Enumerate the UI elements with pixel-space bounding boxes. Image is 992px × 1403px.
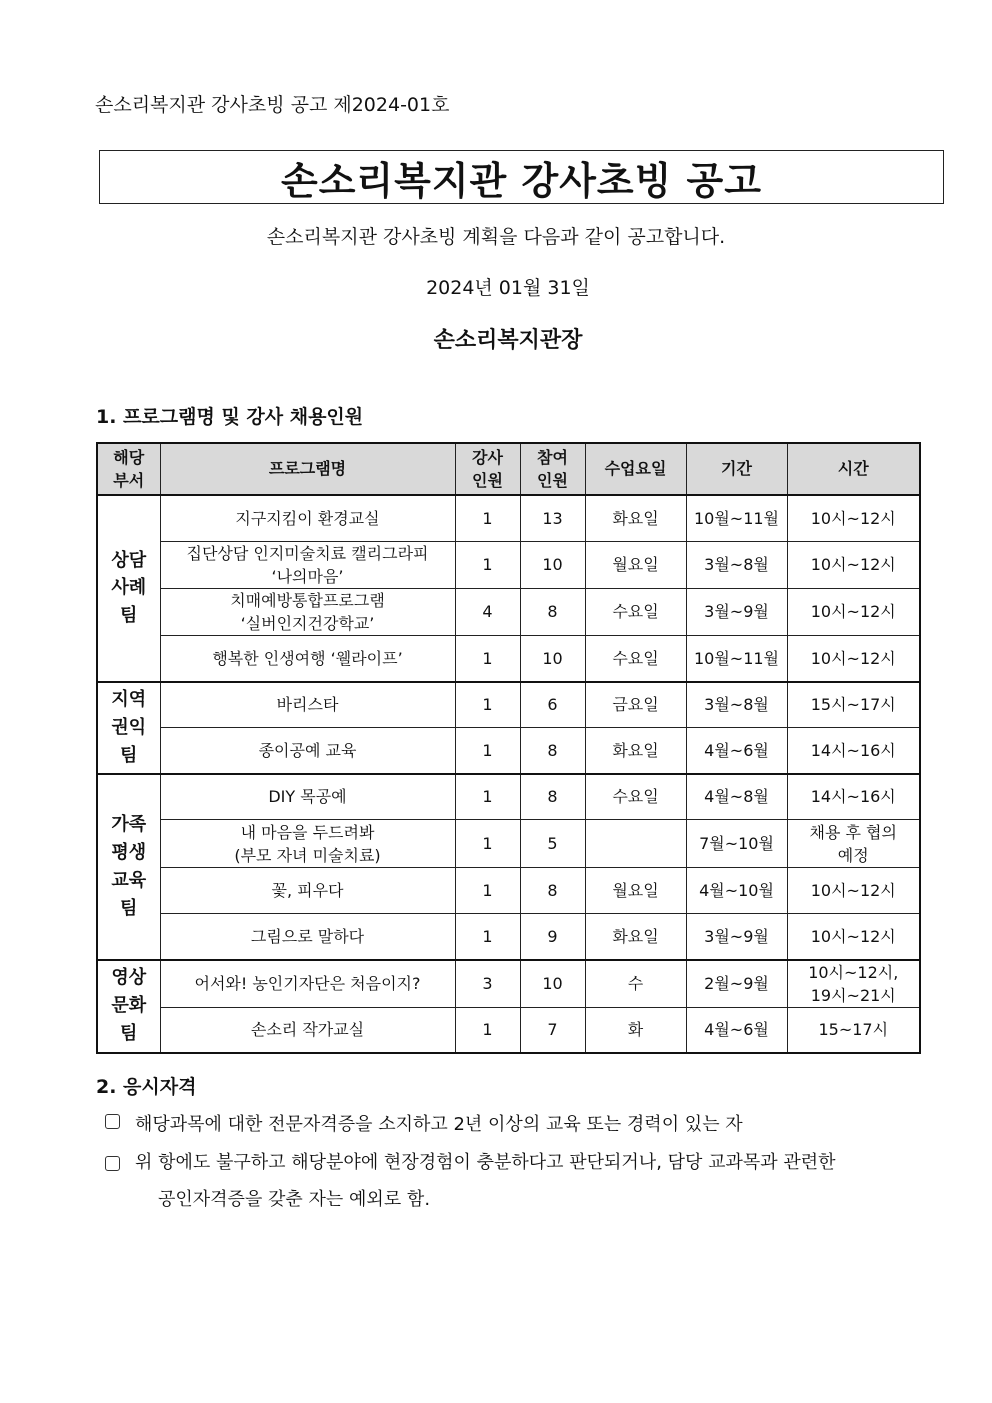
col-period: 기간	[686, 443, 787, 495]
program-name-cell: DIY 목공예	[160, 774, 455, 820]
table-row	[97, 588, 920, 635]
checkbox-icon	[105, 1114, 120, 1129]
period-cell: 4월~6월	[686, 728, 787, 774]
page-title: 손소리복지관 강사초빙 공고	[281, 158, 762, 203]
time-cell: 10시~12시	[787, 588, 920, 635]
checkbox-icon	[105, 1156, 120, 1171]
period-cell: 10월~11월	[686, 495, 787, 541]
table-row	[97, 728, 920, 774]
participants-cell: 8	[520, 774, 585, 820]
instructors-cell: 1	[455, 820, 520, 868]
participants-cell: 8	[520, 868, 585, 914]
instructors-cell: 1	[455, 774, 520, 820]
title-box	[99, 150, 944, 204]
program-name-cell: 그림으로 말하다	[160, 914, 455, 960]
participants-cell: 10	[520, 960, 585, 1008]
table-row	[97, 636, 920, 682]
table-row	[97, 682, 920, 728]
time-cell: 15시~17시	[787, 682, 920, 728]
col-participants: 참여 인원	[520, 443, 585, 495]
table-row	[97, 914, 920, 960]
program-name-cell: 바리스타	[160, 682, 455, 728]
program-name-cell: 내 마음을 두드려봐 (부모 자녀 미술치료)	[160, 820, 455, 868]
weekday-cell: 금요일	[585, 682, 686, 728]
period-cell: 3월~9월	[686, 914, 787, 960]
program-name-cell: 손소리 작가교실	[160, 1008, 455, 1053]
weekday-cell: 화요일	[585, 914, 686, 960]
time-cell: 10시~12시	[787, 914, 920, 960]
table-header-row	[97, 443, 920, 495]
participants-cell: 6	[520, 682, 585, 728]
participants-cell: 10	[520, 541, 585, 588]
table-row	[97, 868, 920, 914]
instructors-cell: 1	[455, 1008, 520, 1053]
eligibility-item	[105, 1152, 920, 1211]
instructors-cell: 1	[455, 914, 520, 960]
section2-heading: 2. 응시자격	[96, 1076, 197, 1098]
program-name-cell: 꽃, 피우다	[160, 868, 455, 914]
weekday-cell: 수요일	[585, 774, 686, 820]
section1-heading: 1. 프로그램명 및 강사 채용인원	[96, 406, 364, 428]
table-row	[97, 820, 920, 868]
time-cell: 14시~16시	[787, 774, 920, 820]
team-cell: 지역 권익 팀	[97, 682, 160, 774]
eligibility-item	[105, 1110, 825, 1136]
program-name-cell: 치매예방통합프로그램 ‘실버인지건강학교’	[160, 588, 455, 635]
instructors-cell: 3	[455, 960, 520, 1008]
time-cell: 15~17시	[787, 1008, 920, 1053]
team-cell: 상담 사례 팀	[97, 495, 160, 682]
participants-cell: 7	[520, 1008, 585, 1053]
eligibility-text: 해당과목에 대한 전문자격증을 소지하고 2년 이상의 교육 또는 경력이 있는 자	[135, 1114, 743, 1135]
instructors-cell: 1	[455, 728, 520, 774]
table-row	[97, 960, 920, 1008]
time-cell: 10시~12시	[787, 868, 920, 914]
weekday-cell: 월요일	[585, 868, 686, 914]
instructors-cell: 4	[455, 588, 520, 635]
participants-cell: 8	[520, 728, 585, 774]
signer: 손소리복지관장	[433, 328, 583, 353]
time-cell: 10시~12시	[787, 495, 920, 541]
instructors-cell: 1	[455, 868, 520, 914]
program-table-body	[97, 495, 920, 1053]
weekday-cell: 화	[585, 1008, 686, 1053]
weekday-cell	[585, 820, 686, 868]
time-cell: 10시~12시	[787, 541, 920, 588]
participants-cell: 8	[520, 588, 585, 635]
instructors-cell: 1	[455, 636, 520, 682]
col-dept: 해당 부서	[97, 443, 160, 495]
participants-cell: 13	[520, 495, 585, 541]
weekday-cell: 수요일	[585, 636, 686, 682]
time-cell: 10시~12시, 19시~21시	[787, 960, 920, 1008]
team-cell: 가족 평생 교육 팀	[97, 774, 160, 960]
time-cell: 14시~16시	[787, 728, 920, 774]
period-cell: 3월~8월	[686, 541, 787, 588]
col-time: 시간	[787, 443, 920, 495]
participants-cell: 9	[520, 914, 585, 960]
table-row	[97, 774, 920, 820]
program-table	[96, 442, 921, 1054]
program-name-cell: 집단상담 인지미술치료 캘리그라피 ‘나의마음’	[160, 541, 455, 588]
weekday-cell: 화요일	[585, 728, 686, 774]
col-program: 프로그램명	[160, 443, 455, 495]
period-cell: 3월~8월	[686, 682, 787, 728]
program-name-cell: 행복한 인생여행 ‘웰라이프’	[160, 636, 455, 682]
document-number: 손소리복지관 강사초빙 공고 제2024-01호	[95, 94, 450, 116]
period-cell: 7월~10월	[686, 820, 787, 868]
period-cell: 3월~9월	[686, 588, 787, 635]
period-cell: 10월~11월	[686, 636, 787, 682]
instructors-cell: 1	[455, 495, 520, 541]
period-cell: 4월~10월	[686, 868, 787, 914]
program-name-cell: 어서와! 농인기자단은 처음이지?	[160, 960, 455, 1008]
period-cell: 2월~9월	[686, 960, 787, 1008]
eligibility-text: 위 항에도 불구하고 해당분야에 현장경험이 충분하다고 판단되거나, 담당 교과목과 관련한 공인자격증을 갖춘 자는 예외로 함.	[135, 1152, 836, 1210]
announcement-date: 2024년 01월 31일	[426, 277, 590, 299]
period-cell: 4월~8월	[686, 774, 787, 820]
weekday-cell: 화요일	[585, 495, 686, 541]
col-weekday: 수업요일	[585, 443, 686, 495]
table-row	[97, 495, 920, 541]
program-name-cell: 종이공예 교육	[160, 728, 455, 774]
instructors-cell: 1	[455, 682, 520, 728]
intro-text: 손소리복지관 강사초빙 계획을 다음과 같이 공고합니다.	[266, 226, 726, 248]
col-instructors: 강사 인원	[455, 443, 520, 495]
team-cell: 영상 문화 팀	[97, 960, 160, 1053]
weekday-cell: 월요일	[585, 541, 686, 588]
participants-cell: 5	[520, 820, 585, 868]
time-cell: 채용 후 협의 예정	[787, 820, 920, 868]
table-row	[97, 541, 920, 588]
table-row	[97, 1008, 920, 1053]
program-name-cell: 지구지킴이 환경교실	[160, 495, 455, 541]
instructors-cell: 1	[455, 541, 520, 588]
participants-cell: 10	[520, 636, 585, 682]
weekday-cell: 수	[585, 960, 686, 1008]
time-cell: 10시~12시	[787, 636, 920, 682]
period-cell: 4월~6월	[686, 1008, 787, 1053]
weekday-cell: 수요일	[585, 588, 686, 635]
